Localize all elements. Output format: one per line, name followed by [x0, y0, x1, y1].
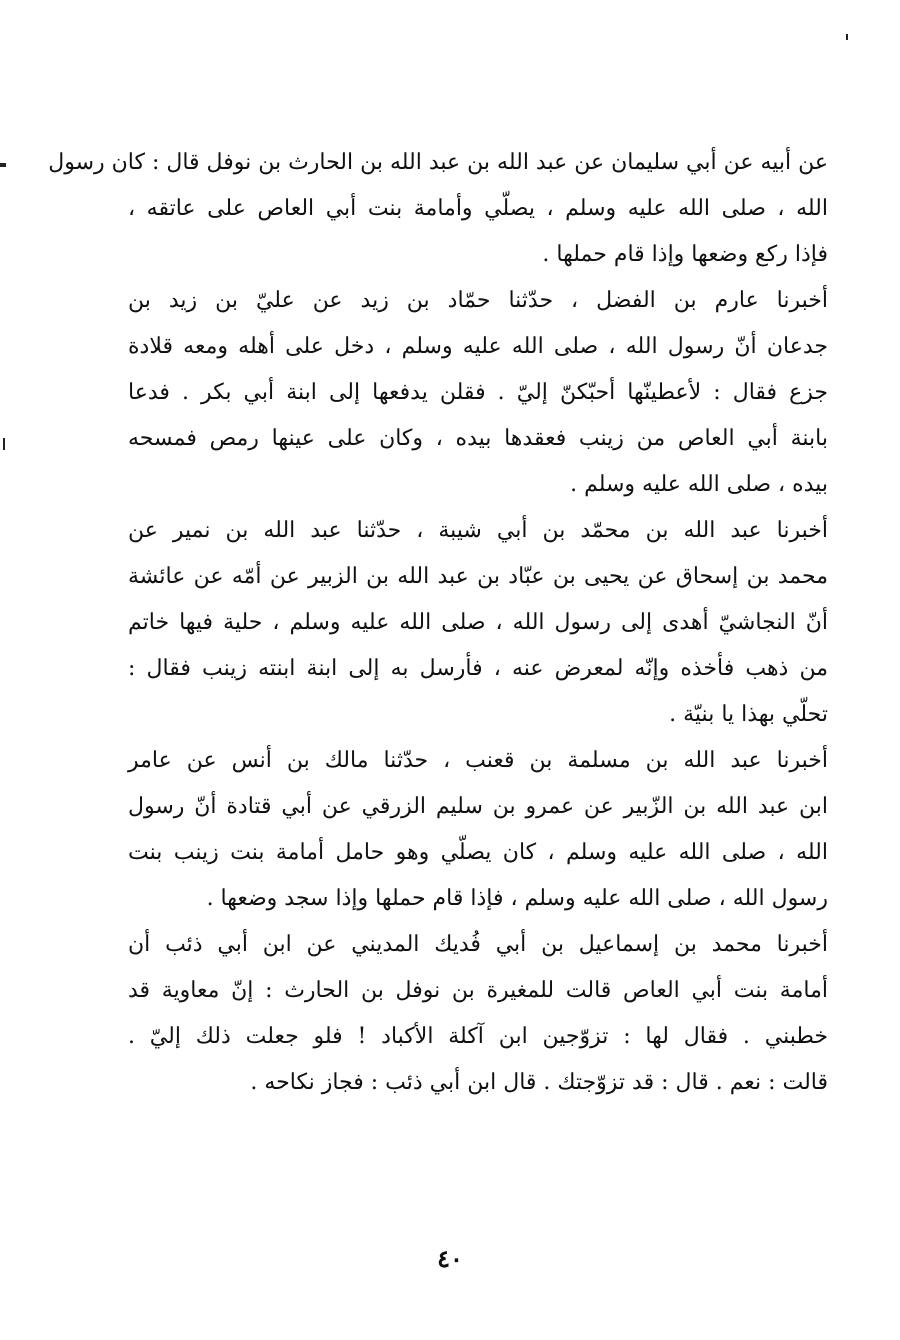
text-line: تحلّي بهذا يا بنيّة . — [669, 702, 828, 727]
text-line: عن أبيه عن أبي سليمان عن عبد الله بن عبد الله بن الحارث بن نوفل قال : كان رسول — [48, 150, 828, 175]
text-line: بابنة أبي العاص من زينب فعقدها بيده ، وكان على عينها رمص فمسحه — [128, 426, 828, 451]
text-line: أخبرنا عارم بن الفضل ، حدّثنا حمّاد بن زيد عن عليّ بن زيد بن — [128, 288, 828, 313]
text-line: محمد بن إسحاق عن يحيى بن عبّاد بن عبد الله بن الزبير عن أمّه عن عائشة — [128, 564, 828, 589]
text-line: قالت : نعم . قال : قد تزوّجتك . قال ابن أبي ذئب : فجاز نكاحه . — [250, 1070, 828, 1095]
text-line: أنّ النجاشيّ أهدى إلى رسول الله ، صلى الله عليه وسلم ، حلية فيها خاتم — [128, 610, 828, 635]
text-line: الله ، صلى الله عليه وسلم ، كان يصلّي وهو حامل أمامة بنت زينب بنت — [128, 840, 828, 865]
body-text — [48, 140, 828, 1106]
text-line: أخبرنا عبد الله بن مسلمة بن قعنب ، حدّثنا مالك بن أنس عن عامر — [128, 748, 828, 773]
text-line: من ذهب فأخذه وإنّه لمعرض عنه ، فأرسل به إلى ابنة ابنته زينب فقال : — [128, 656, 828, 681]
text-line: خطبني . فقال لها : تزوّجين ابن آكلة الأكباد ! فلو جعلت ذلك إليّ . — [128, 1024, 828, 1049]
margin-mark — [0, 163, 6, 167]
text-line: جزع فقال : لأعطينّها أحبّكنّ إليّ . فقلن يدفعها إلى ابنة أبي بكر . فدعا — [128, 380, 828, 405]
text-line: ابن عبد الله بن الزّبير عن عمرو بن سليم الزرقي عن أبي قتادة أنّ رسول — [128, 794, 828, 819]
text-line: أمامة بنت أبي العاص قالت للمغيرة بن نوفل بن الحارث : إنّ معاوية قد — [128, 978, 828, 1003]
text-line: الله ، صلى الله عليه وسلم ، يصلّي وأمامة بنت أبي العاص على عاتقه ، — [128, 196, 828, 221]
text-line: فإذا ركع وضعها وإذا قام حملها . — [542, 242, 828, 267]
margin-mark — [846, 34, 848, 40]
text-line: أخبرنا عبد الله بن محمّد بن أبي شيبة ، حدّثنا عبد الله بن نمير عن — [128, 518, 828, 543]
text-line: جدعان أنّ رسول الله ، صلى الله عليه وسلم ، دخل على أهله ومعه قلادة — [128, 334, 828, 359]
text-line: رسول الله ، صلى الله عليه وسلم ، فإذا قام حملها وإذا سجد وضعها . — [206, 886, 828, 911]
page-number: ٤٠ — [437, 1244, 463, 1273]
margin-mark — [3, 438, 5, 450]
text-line: بيده ، صلى الله عليه وسلم . — [570, 472, 828, 497]
text-line: أخبرنا محمد بن إسماعيل بن أبي فُديك المديني عن ابن أبي ذئب أن — [128, 932, 828, 957]
